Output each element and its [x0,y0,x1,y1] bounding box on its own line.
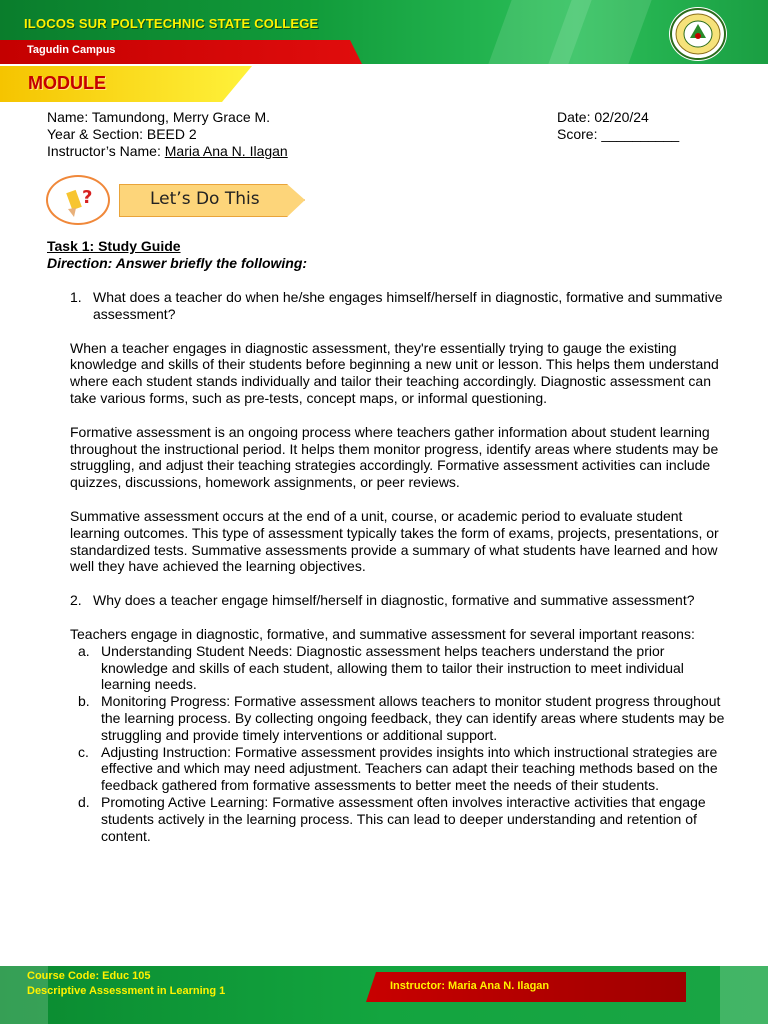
answer-paragraph: Summative assessment occurs at the end of a unit, course, or academic period to evaluate student learning outcomes. This type of assessment typically takes the form of exams, projects, presentations, or standardized tests. Summative assessments provide a summary of what students have learned and how well they have achieved the learning objectives. [70,507,719,575]
date-score [557,109,679,143]
footer-instructor: Instructor: Maria Ana N. Ilagan [390,980,550,992]
reasons-list [70,643,730,845]
module-label: MODULE [28,73,106,93]
footer-stripe [720,966,768,1024]
question-number: 1. [70,289,82,305]
list-item [70,643,730,693]
college-seal-icon [668,6,728,62]
list-letter: c. [78,743,89,760]
list-letter: d. [78,793,90,810]
answer-paragraph: When a teacher engages in diagnostic assessment, they're essentially trying to gauge the existing knowledge and skills of their students before beginning a new unit or lesson. This helps them understand where each student stands individually and tailor their teaching accordingly. Diagnostic assessment can take various forms, such as pre-tests, concept maps, or informal questioning. [70,339,719,406]
task-direction: Direction: Answer briefly the following: [47,255,308,271]
pencil-question-icon [46,175,110,225]
list-letter: b. [78,693,90,710]
question-text: What does a teacher do when he/she engages himself/herself in diagnostic, formative and summative assessment? [93,289,723,322]
instructor-name: Maria Ana N. Ilagan [164,143,288,159]
score-blank: __________ [601,126,680,142]
score-label: Score: [557,126,602,142]
student-name: Name: Tamundong, Merry Grace M. [47,109,271,125]
date: Date: 02/20/24 [557,109,649,125]
question-2 [70,592,730,609]
list-item-text: Promoting Active Learning: Formative assessment often involves interactive activities that engage students actively in the learning process. This can lead to deeper understanding and retention of content. [101,793,706,844]
answers-content [70,289,730,844]
list-item [70,693,730,743]
list-item-text: Understanding Student Needs: Diagnostic assessment helps teachers understand the prior knowledge and skills of each student, allowing them to tailor their instruction to meet individual learning needs. [101,642,684,693]
task-title: Task 1: Study Guide [47,238,181,254]
college-name: ILOCOS SUR POLYTECHNIC STATE COLLEGE [24,16,319,31]
list-item [70,744,730,794]
svg-text:?: ? [82,187,93,208]
answer-paragraph: Formative assessment is an ongoing process where teachers gather information about student learning throughout the instructional period. It helps them monitor progress, identify areas where students may be struggling, and adjust their teaching strategies accordingly. Formative assessment activities can include quizzes, discussions, homework assignments, or peer reviews. [70,423,719,491]
campus-name: Tagudin Campus [27,44,116,56]
lets-do-label: Let’s Do This [150,189,260,209]
course-code: Course Code: Educ 105 [27,970,151,982]
student-info [47,109,288,160]
answer-intro: Teachers engage in diagnostic, formative, and summative assessment for several important reasons: [70,625,695,642]
course-info [27,969,225,999]
instructor-prefix: Instructor’s Name: [47,143,165,159]
question-number: 2. [70,592,82,609]
course-title: Descriptive Assessment in Learning 1 [27,985,226,997]
list-letter: a. [78,642,90,659]
instructor-line [47,143,288,160]
list-item-text: Adjusting Instruction: Formative assessment provides insights into which instructional strategies are effective and which may need adjustment. Teachers can adapt their teaching methods based on the feedback gathered from formative assessments to better meet the needs of their students. [101,743,718,794]
year-section: Year & Section: BEED 2 [47,126,197,142]
list-item [70,794,730,844]
list-item-text: Monitoring Progress: Formative assessment allows teachers to monitor student progress throughout the learning process. By collecting ongoing feedback, they can identify areas where students may be struggling and provide timely interventions or additional support. [101,693,725,743]
question-1 [70,289,730,323]
score-line [557,126,679,143]
question-text: Why does a teacher engage himself/herself in diagnostic, formative and summative assessment? [93,592,695,609]
